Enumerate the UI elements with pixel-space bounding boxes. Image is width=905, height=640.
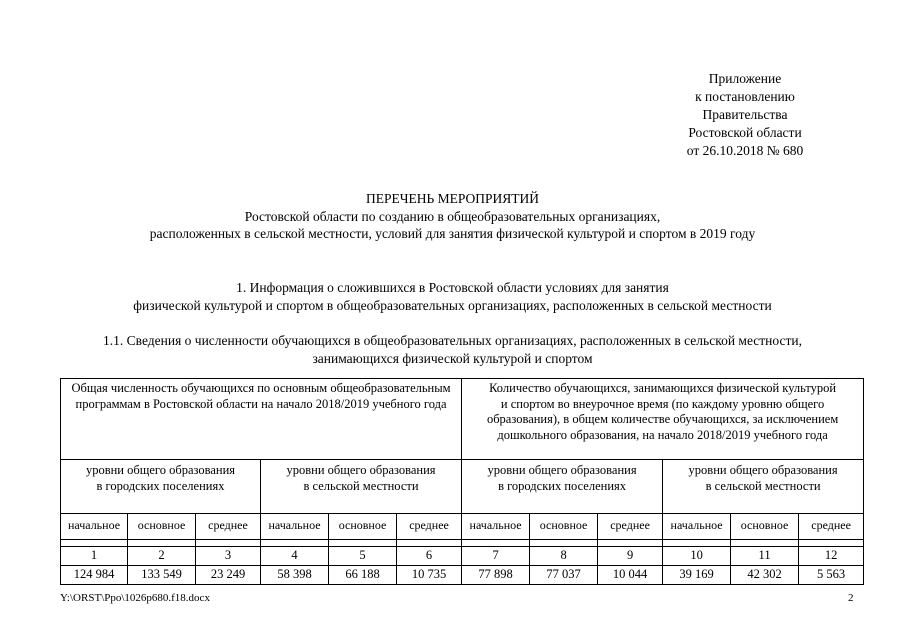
table-levels-row xyxy=(61,514,864,540)
group-text: в городских поселениях xyxy=(498,478,627,493)
group-text: уровни общего образования xyxy=(85,463,236,477)
column-number-cell: 6 xyxy=(397,547,462,566)
value-cell: 39 169 xyxy=(663,566,731,585)
value-cell: 23 249 xyxy=(196,566,261,585)
footer-file-path: Y:\ORST\Ppo\1026p680.f18.docx xyxy=(60,592,210,604)
title-line: Ростовской области по созданию в общеобразовательных организациях, xyxy=(244,208,661,224)
document-title xyxy=(40,190,865,243)
level-cell: начальное xyxy=(61,514,128,540)
group-cell xyxy=(462,460,663,514)
table-values-row xyxy=(61,566,864,585)
spacer-cell xyxy=(397,540,462,547)
header-text: Общая численность обучающихся по основным общеобразовательным xyxy=(71,381,451,395)
column-number-cell: 12 xyxy=(799,547,864,566)
column-number-cell: 9 xyxy=(598,547,663,566)
column-number-cell: 8 xyxy=(530,547,598,566)
header-text: Количество обучающихся, занимающихся физической культурой xyxy=(489,381,837,395)
column-number-cell: 2 xyxy=(128,547,196,566)
column-number-cell: 5 xyxy=(329,547,397,566)
spacer-cell xyxy=(462,540,530,547)
group-cell xyxy=(663,460,864,514)
header-text: образования), в общем количестве обучающихся, за исключением xyxy=(486,412,839,426)
value-cell: 133 549 xyxy=(128,566,196,585)
spacer-cell xyxy=(598,540,663,547)
header-sport-students xyxy=(462,379,864,460)
level-cell: начальное xyxy=(462,514,530,540)
value-cell: 42 302 xyxy=(731,566,799,585)
appendix-line: Ростовской области xyxy=(688,125,802,140)
column-number-cell: 11 xyxy=(731,547,799,566)
spacer-cell xyxy=(196,540,261,547)
level-cell: основное xyxy=(329,514,397,540)
appendix-line: от 26.10.2018 № 680 xyxy=(686,143,804,158)
table-column-numbers-row xyxy=(61,547,864,566)
spacer-cell xyxy=(128,540,196,547)
header-text: программам в Ростовской области на начало 2018/2019 учебного года xyxy=(75,396,447,411)
column-number-cell: 4 xyxy=(261,547,329,566)
header-text: и спортом во внеурочное время (по каждому уровню общего xyxy=(500,396,825,411)
group-text: в сельской местности xyxy=(705,478,821,493)
level-cell: начальное xyxy=(663,514,731,540)
students-table xyxy=(60,378,864,585)
group-cell xyxy=(61,460,261,514)
group-text: уровни общего образования xyxy=(487,463,637,477)
column-number-cell: 1 xyxy=(61,547,128,566)
value-cell: 10 044 xyxy=(598,566,663,585)
table-spacer-row xyxy=(61,540,864,547)
value-cell: 5 563 xyxy=(799,566,864,585)
title-heading: ПЕРЕЧЕНЬ МЕРОПРИЯТИЙ xyxy=(365,191,540,206)
column-number-cell: 10 xyxy=(663,547,731,566)
header-total-students xyxy=(61,379,462,460)
section-heading xyxy=(40,279,865,314)
page-number: 2 xyxy=(848,592,854,604)
level-cell: среднее xyxy=(799,514,864,540)
column-number-cell: 7 xyxy=(462,547,530,566)
level-cell: основное xyxy=(530,514,598,540)
value-cell: 10 735 xyxy=(397,566,462,585)
level-cell: начальное xyxy=(261,514,329,540)
table-group-row xyxy=(61,460,864,514)
level-cell: основное xyxy=(731,514,799,540)
appendix-line: Правительства xyxy=(702,107,788,122)
subsection-line: занимающихся физической культурой и спортом xyxy=(312,350,593,366)
appendix-line: к постановлению xyxy=(695,89,795,104)
header-text: дошкольного образования, на начало 2018/2019 учебного года xyxy=(497,427,828,442)
level-cell: основное xyxy=(128,514,196,540)
level-cell: среднее xyxy=(196,514,261,540)
spacer-cell xyxy=(731,540,799,547)
spacer-cell xyxy=(663,540,731,547)
title-line: расположенных в сельской местности, условий для занятия физической культурой и спортом в 2019 году xyxy=(149,226,756,241)
appendix-block xyxy=(640,70,850,160)
spacer-cell xyxy=(261,540,329,547)
group-cell xyxy=(261,460,462,514)
group-text: в сельской местности xyxy=(303,478,419,493)
spacer-cell xyxy=(530,540,598,547)
group-text: в городских поселениях xyxy=(96,478,225,493)
value-cell: 124 984 xyxy=(61,566,128,585)
spacer-cell xyxy=(329,540,397,547)
subsection-line: 1.1. Сведения о численности обучающихся в общеобразовательных организациях, расположенных в сельской местности, xyxy=(103,333,802,348)
group-text: уровни общего образования xyxy=(688,463,838,477)
column-number-cell: 3 xyxy=(196,547,261,566)
section-line: 1. Информация о сложившихся в Ростовской области условиях для занятия xyxy=(236,280,669,295)
value-cell: 77 898 xyxy=(462,566,530,585)
subsection-heading xyxy=(40,332,865,367)
level-cell: среднее xyxy=(397,514,462,540)
value-cell: 66 188 xyxy=(329,566,397,585)
spacer-cell xyxy=(61,540,128,547)
value-cell: 58 398 xyxy=(261,566,329,585)
table-header-row xyxy=(61,379,864,460)
appendix-line: Приложение xyxy=(708,71,782,86)
section-line: физической культурой и спортом в общеобразовательных организациях, расположенных в сельской местности xyxy=(133,297,772,313)
group-text: уровни общего образования xyxy=(286,463,436,477)
spacer-cell xyxy=(799,540,864,547)
level-cell: среднее xyxy=(598,514,663,540)
value-cell: 77 037 xyxy=(530,566,598,585)
